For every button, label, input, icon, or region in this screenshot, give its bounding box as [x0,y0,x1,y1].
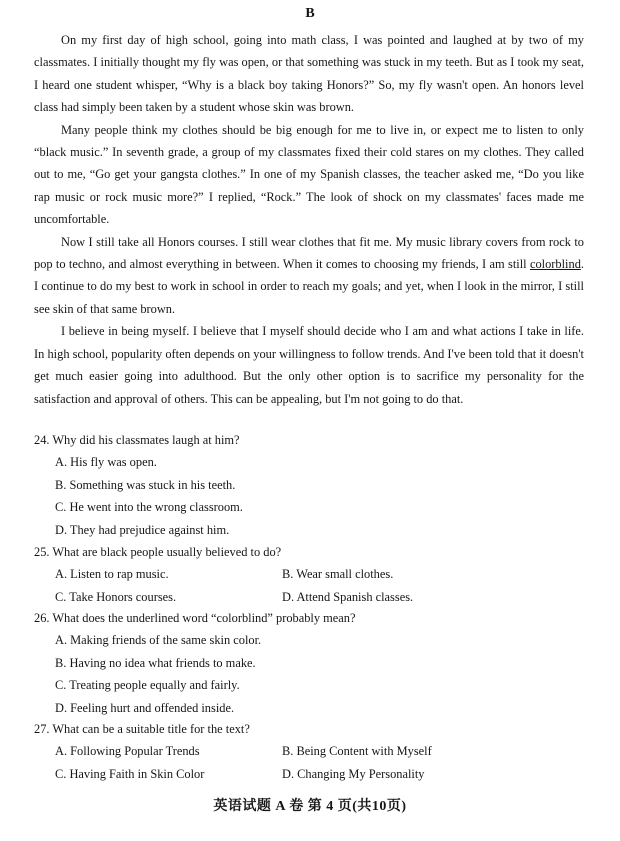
question-24-option-a[interactable]: A. His fly was open. [55,455,157,469]
reading-passage [34,29,584,410]
question-27-stem: 27. What can be a suitable title for the text? [34,722,250,736]
question-27-options-row-1 [34,740,594,763]
question-27 [34,718,594,785]
question-25-options-row-1 [34,563,594,586]
question-24 [34,429,594,541]
question-25-option-b[interactable]: B. Wear small clothes. [282,567,394,581]
question-26-option-b[interactable]: B. Having no idea what friends to make. [55,655,256,670]
question-26 [34,607,594,719]
passage-paragraph-3 [34,231,584,321]
question-25-stem: 25. What are black people usually believed to do? [34,545,282,559]
underlined-word-colorblind: colorblind [529,257,581,272]
question-27-option-a[interactable]: A. Following Popular Trends [55,744,200,758]
question-25-option-a[interactable]: A. Listen to rap music. [55,567,169,581]
question-24-option-d[interactable]: D. They had prejudice against him. [55,522,230,537]
question-24-option-b[interactable]: B. Something was stuck in his teeth. [55,477,236,492]
question-25-option-c[interactable]: C. Take Honors courses. [55,589,177,604]
question-24-stem: 24. Why did his classmates laugh at him? [34,433,240,447]
question-25-options-row-2 [34,586,594,609]
question-26-option-c[interactable]: C. Treating people equally and fairly. [55,678,240,693]
question-27-option-b[interactable]: B. Being Content with Myself [282,744,432,758]
paragraph-3-text-before: Now I still take all Honors courses. I still wear clothes that fit me. My music library covers from rock to pop to techno, and almost everything in between. When it comes to choosing my friends, I am still [34,234,584,272]
passage-paragraph-1: On my first day of high school, going into math class, I was pointed and laughed at by two of my classmates. I initially thought my fly was open, or that something was stuck in my teeth. But as I took my seat, I heard one student whisper, “Why is a black boy taking Honors?” So, my fly wasn't open. An honors level class had simply been taken by a student whose skin was brown. [34,33,584,115]
paragraph-3-text-after: . I continue to do my best to work in school in order to reach my goals; and yet, when I look in the mirror, I still see skin of that same brown. [34,257,584,316]
question-27-option-d[interactable]: D. Changing My Personality [282,766,425,781]
question-25-option-d[interactable]: D. Attend Spanish classes. [282,589,414,604]
question-26-stem: 26. What does the underlined word “colorblind” probably mean? [34,611,356,625]
question-24-option-c[interactable]: C. He went into the wrong classroom. [55,500,243,515]
passage-paragraph-2: Many people think my clothes should be big enough for me to live in, or expect me to listen to only “black music.” In seventh grade, a group of my classmates fixed their cold stares on my clothes. They called out to me, “Go get your gangsta clothes.” In one of my Spanish classes, the teacher asked me, “Do you like rap music or rock music more?” I replied, “Rock.” The look of shock on my classmates' faces made me uncomfortable. [34,122,584,227]
passage-paragraph-4: I believe in being myself. I believe that I myself should decide who I am and what actions I take in life. In high school, popularity often depends on your willingness to follow trends. And I've been told that it doesn't get much easier going into adulthood. But the only other option is to sacrifice my personality for the satisfaction and approval of others. This can be appealing, but I'm not going to do that. [34,324,584,406]
question-26-option-a[interactable]: A. Making friends of the same skin color. [55,633,262,647]
question-26-option-d[interactable]: D. Feeling hurt and offended inside. [55,700,235,715]
question-27-options-row-2 [34,763,594,786]
question-25 [34,541,594,608]
page-footer: 英语试题 A 卷 第 4 页(共10页) [213,799,407,814]
question-27-option-c[interactable]: C. Having Faith in Skin Color [55,766,205,781]
section-label: B [305,6,315,21]
